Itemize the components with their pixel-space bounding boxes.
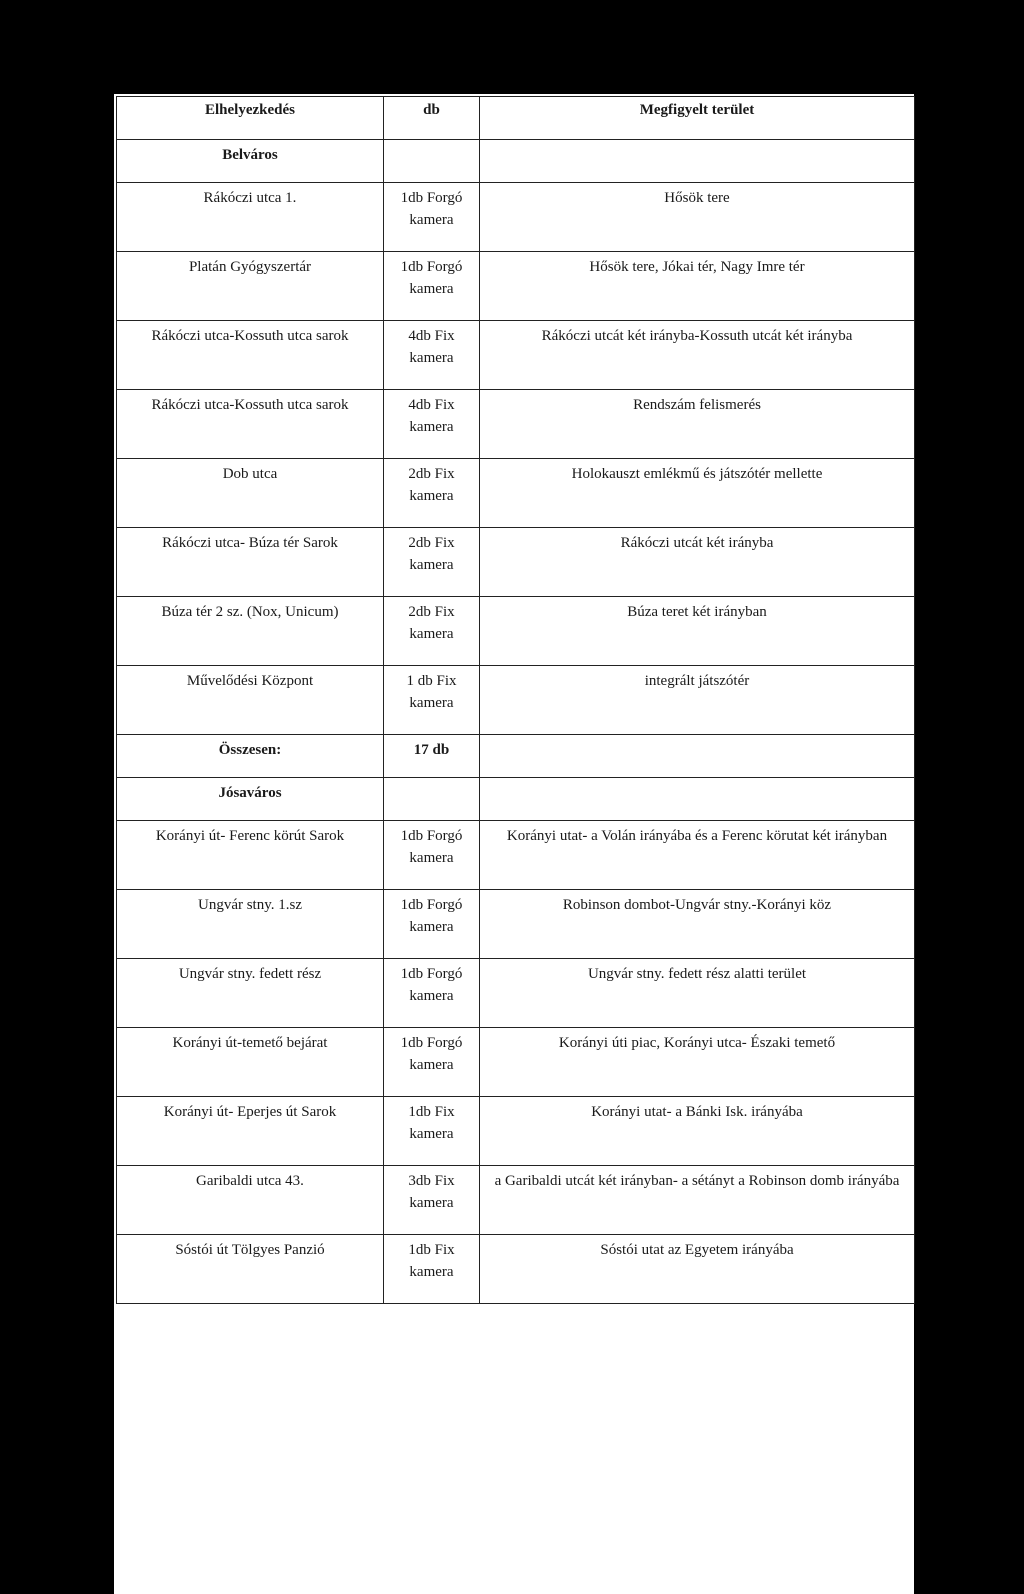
location-cell: Búza tér 2 sz. (Nox, Unicum) <box>117 597 384 666</box>
location-cell: Ungvár stny. fedett rész <box>117 959 384 1028</box>
location-cell: Korányi út- Ferenc körút Sarok <box>117 821 384 890</box>
location-cell: Ungvár stny. 1.sz <box>117 890 384 959</box>
header-count: db <box>384 97 480 140</box>
area-cell: Sóstói utat az Egyetem irányába <box>480 1235 915 1304</box>
table-row <box>117 252 915 321</box>
count-cell: 2db Fix kamera <box>384 459 480 528</box>
area-cell: Robinson dombot-Ungvár stny.-Korányi köz <box>480 890 915 959</box>
area-cell: Rákóczi utcát két irányba-Kossuth utcát két irányba <box>480 321 915 390</box>
total-row <box>117 735 915 778</box>
table-row <box>117 1166 915 1235</box>
location-cell: Művelődési Központ <box>117 666 384 735</box>
table-row <box>117 321 915 390</box>
table-row <box>117 959 915 1028</box>
area-cell: Búza teret két irányban <box>480 597 915 666</box>
table-row <box>117 390 915 459</box>
area-cell: Hősök tere, Jókai tér, Nagy Imre tér <box>480 252 915 321</box>
count-cell: 1db Forgó kamera <box>384 252 480 321</box>
count-cell: 4db Fix kamera <box>384 321 480 390</box>
area-cell: Rákóczi utcát két irányba <box>480 528 915 597</box>
location-cell: Rákóczi utca 1. <box>117 183 384 252</box>
count-cell: 1db Forgó kamera <box>384 1028 480 1097</box>
table-row <box>117 890 915 959</box>
count-cell: 1db Forgó kamera <box>384 821 480 890</box>
location-cell: Rákóczi utca-Kossuth utca sarok <box>117 390 384 459</box>
area-cell: Korányi utat- a Bánki Isk. irányába <box>480 1097 915 1166</box>
table-row <box>117 1235 915 1304</box>
count-cell: 1db Fix kamera <box>384 1235 480 1304</box>
location-cell: Dob utca <box>117 459 384 528</box>
location-cell: Rákóczi utca-Kossuth utca sarok <box>117 321 384 390</box>
location-cell: Rákóczi utca- Búza tér Sarok <box>117 528 384 597</box>
table-row <box>117 1028 915 1097</box>
section-row <box>117 778 915 821</box>
count-cell: 1db Forgó kamera <box>384 890 480 959</box>
location-cell: Garibaldi utca 43. <box>117 1166 384 1235</box>
table-row <box>117 459 915 528</box>
area-cell: Rendszám felismerés <box>480 390 915 459</box>
location-cell: Korányi út-temető bejárat <box>117 1028 384 1097</box>
table-row <box>117 183 915 252</box>
count-cell: 2db Fix kamera <box>384 597 480 666</box>
count-cell: 1 db Fix kamera <box>384 666 480 735</box>
camera-table <box>116 96 915 1304</box>
count-cell: 1db Forgó kamera <box>384 959 480 1028</box>
count-cell: 3db Fix kamera <box>384 1166 480 1235</box>
table-header-row <box>117 97 915 140</box>
area-cell: Ungvár stny. fedett rész alatti terület <box>480 959 915 1028</box>
count-cell: 4db Fix kamera <box>384 390 480 459</box>
area-cell: Korányi úti piac, Korányi utca- Északi temető <box>480 1028 915 1097</box>
table-row <box>117 666 915 735</box>
area-cell: Hősök tere <box>480 183 915 252</box>
area-cell: Korányi utat- a Volán irányába és a Ferenc körutat két irányban <box>480 821 915 890</box>
table-row <box>117 1097 915 1166</box>
location-cell: Korányi út- Eperjes út Sarok <box>117 1097 384 1166</box>
count-cell: 1db Fix kamera <box>384 1097 480 1166</box>
document-page <box>114 94 914 1594</box>
header-location: Elhelyezkedés <box>117 97 384 140</box>
section-name: Belváros <box>117 140 384 183</box>
location-cell: Sóstói út Tölgyes Panzió <box>117 1235 384 1304</box>
section-name: Jósaváros <box>117 778 384 821</box>
area-cell: a Garibaldi utcát két irányban- a sétányt a Robinson domb irányába <box>480 1166 915 1235</box>
total-label: Összesen: <box>117 735 384 778</box>
area-cell: Holokauszt emlékmű és játszótér mellette <box>480 459 915 528</box>
table-row <box>117 597 915 666</box>
table-row <box>117 821 915 890</box>
section-row <box>117 140 915 183</box>
header-area: Megfigyelt terület <box>480 97 915 140</box>
table-row <box>117 528 915 597</box>
count-cell: 1db Forgó kamera <box>384 183 480 252</box>
location-cell: Platán Gyógyszertár <box>117 252 384 321</box>
count-cell: 2db Fix kamera <box>384 528 480 597</box>
total-value: 17 db <box>384 735 480 778</box>
area-cell: integrált játszótér <box>480 666 915 735</box>
